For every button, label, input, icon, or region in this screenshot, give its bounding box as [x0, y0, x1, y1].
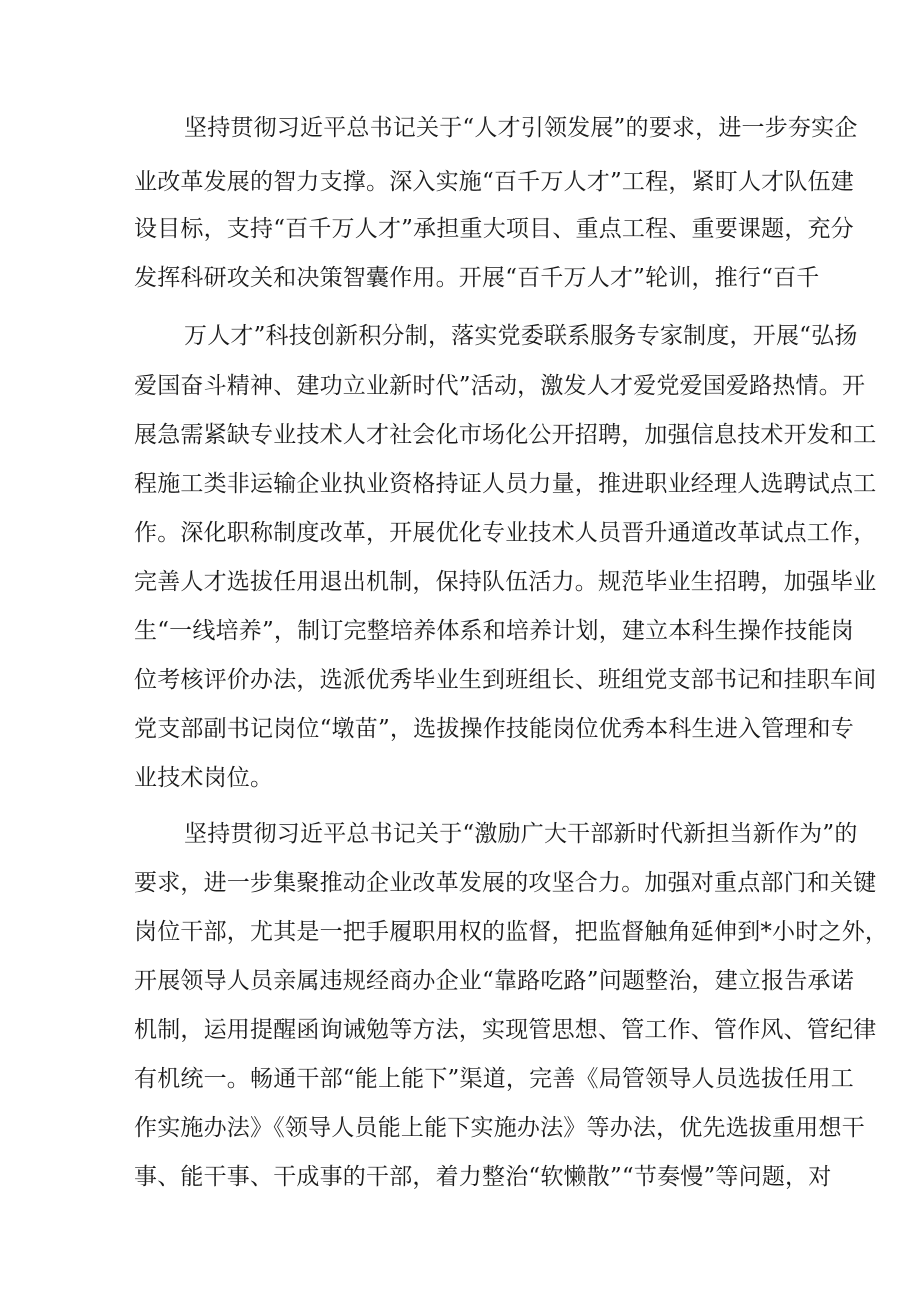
paragraph-line: 坚持贯彻习近平总书记关于“人才引领发展”的要求，进一步夯实企 — [184, 115, 858, 141]
paragraph-line: 有机统一。畅通干部“能上能下”渠道，完善《局管领导人员选拔任用工 — [134, 1066, 854, 1092]
paragraph-line: 坚持贯彻习近平总书记关于“激励广大干部新时代新担当新作为”的 — [184, 821, 858, 847]
paragraph-line: 党支部副书记岗位“墩苗”，选拔操作技能岗位优秀本科生进入管理和专 — [134, 716, 854, 742]
paragraph-line: 生“一线培养”，制订完整培养体系和培养计划，建立本科生操作技能岗 — [134, 618, 854, 644]
paragraph-line: 展急需紧缺专业技术人才社会化市场化公开招聘，加强信息技术开发和工 — [134, 422, 877, 448]
paragraph-line: 事、能干事、干成事的干部，着力整治“软懒散”“节奏慢”等问题，对 — [134, 1164, 832, 1190]
paragraph-line: 开展领导人员亲属违规经商办企业“靠路吃路”问题整治，建立报告承诺 — [134, 968, 854, 994]
paragraph-line: 位考核评价办法，选派优秀毕业生到班组长、班组党支部书记和挂职车间 — [134, 667, 877, 693]
paragraph-line: 爱国奋斗精神、建功立业新时代”活动，激发人才爱党爱国爱路热情。开 — [134, 373, 866, 399]
paragraph-line: 完善人才选拔任用退出机制，保持队伍活力。规范毕业生招聘，加强毕业 — [134, 569, 877, 595]
paragraph-line: 要求，进一步集聚推动企业改革发展的攻坚合力。加强对重点部门和关键 — [134, 870, 877, 896]
paragraph-line: 程施工类非运输企业执业资格持证人员力量，推进职业经理人选聘试点工 — [134, 471, 877, 497]
paragraph-line: 岗位干部，尤其是一把手履职用权的监督，把监督触角延伸到*小时之外， — [134, 919, 889, 945]
paragraph-line: 业改革发展的智力支撑。深入实施“百千万人才”工程，紧盯人才队伍建 — [134, 169, 854, 195]
paragraph-line: 作。深化职称制度改革，开展优化专业技术人员晋升通道改革试点工作， — [134, 520, 877, 546]
paragraph-line: 设目标，支持“百千万人才”承担重大项目、重点工程、重要课题，充分 — [134, 216, 854, 242]
paragraph-line: 发挥科研攻关和决策智囊作用。开展“百千万人才”轮训，推行“百千 — [134, 265, 820, 291]
paragraph-line: 机制，运用提醒函询诫勉等方法，实现管思想、管工作、管作风、管纪律 — [134, 1017, 877, 1043]
paragraph-line: 业技术岗位。 — [134, 765, 274, 791]
paragraph-line: 万人才”科技创新积分制，落实党委联系服务专家制度，开展“弘扬 — [184, 323, 858, 349]
paragraph-line: 作实施办法》《领导人员能上能下实施办法》等办法，优先选拔重用想干 — [134, 1115, 865, 1141]
